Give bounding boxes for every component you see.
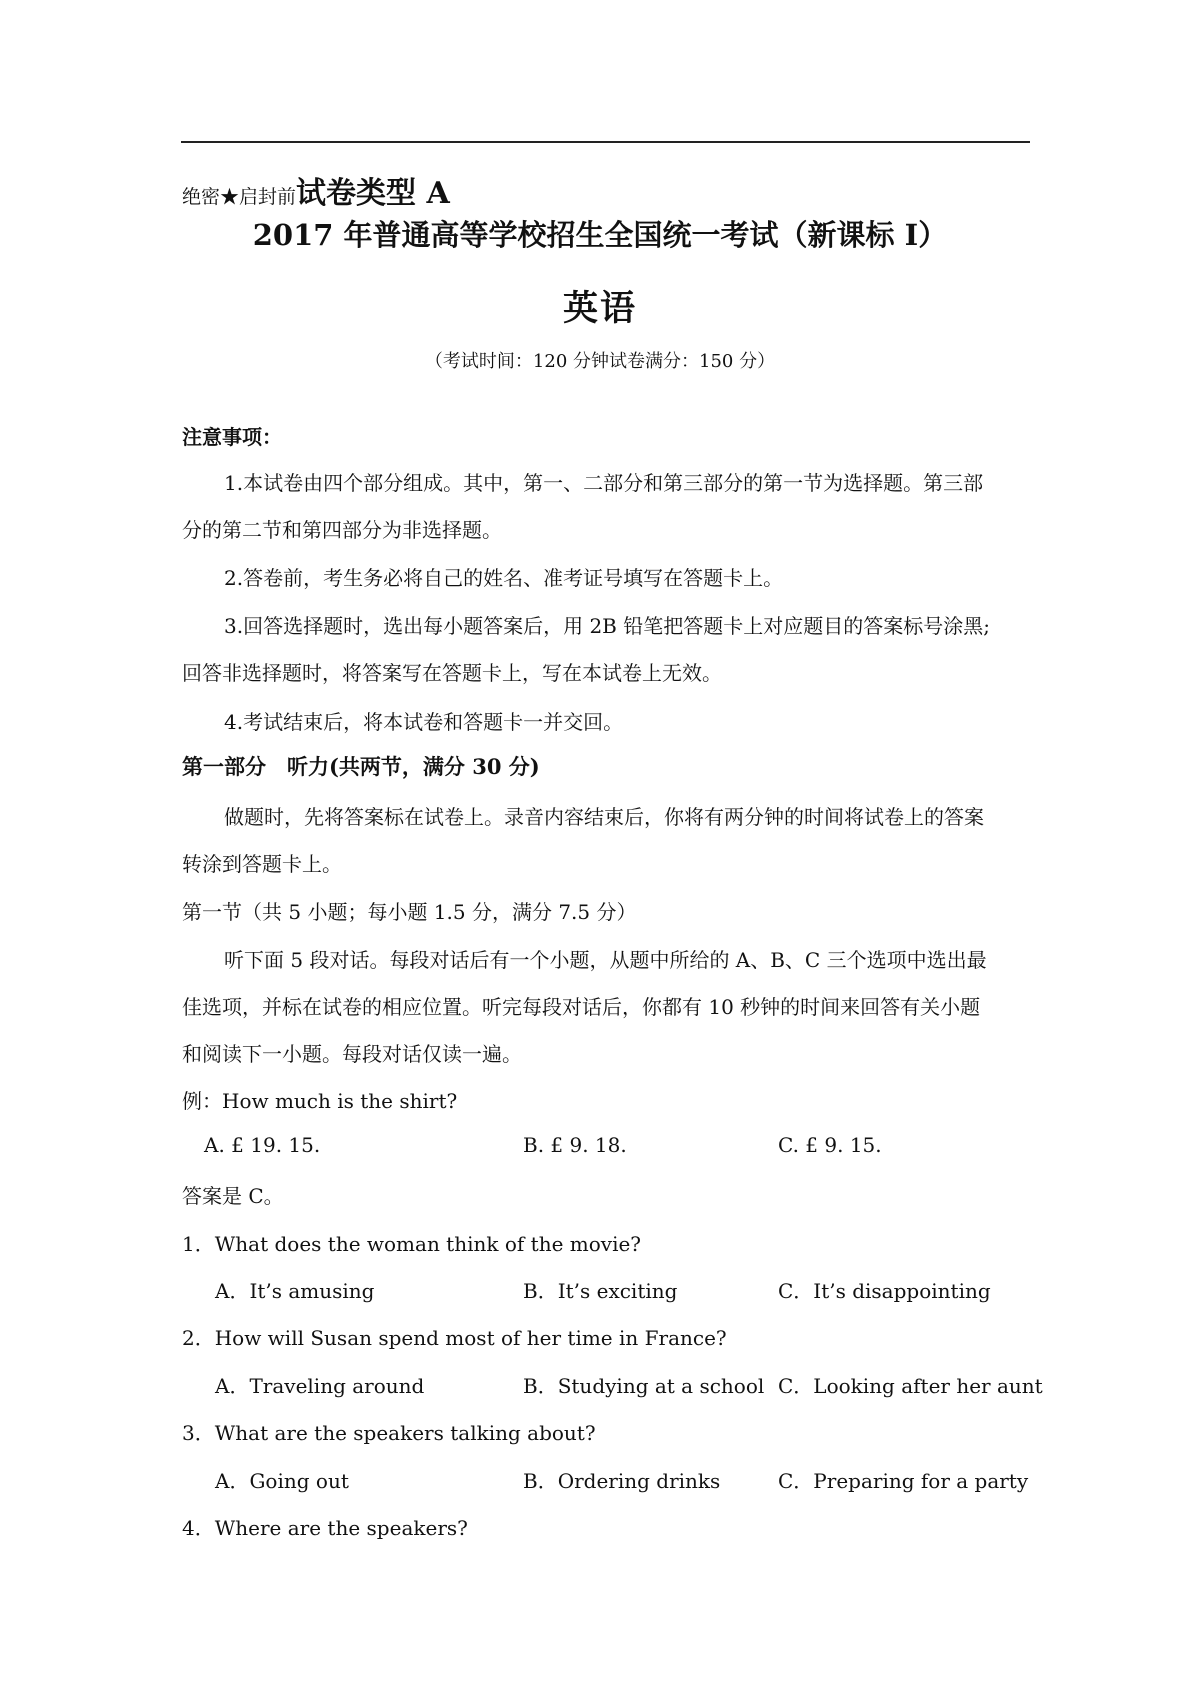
notes-line: 分的第二节和第四部分为非选择题。	[182, 518, 502, 542]
top-rule	[181, 141, 1030, 143]
notes-heading: 注意事项：	[182, 425, 282, 449]
option-a: A．Going out	[215, 1469, 349, 1493]
notes-line: 3.回答选择题时，选出每小题答案后，用 2B 铅笔把答题卡上对应题目的答案标号涂黑;	[224, 614, 990, 638]
section1-instruction: 听下面 5 段对话。每段对话后有一个小题，从题中所给的 A、B、C 三个选项中选出最	[224, 948, 987, 972]
option-c: C．Preparing for a party	[778, 1469, 1029, 1493]
section1-instruction: 和阅读下一小题。每段对话仅读一遍。	[182, 1042, 522, 1066]
notes-line: 1.本试卷由四个部分组成。其中，第一、二部分和第三部分的第一节为选择题。第三部	[224, 471, 984, 495]
subject-title: 英语	[562, 288, 637, 329]
option-a: A. £ 19. 15.	[204, 1133, 321, 1157]
question-3: 3．What are the speakers talking about?	[182, 1421, 596, 1445]
option-a: A．It’s amusing	[215, 1279, 375, 1303]
option-c: C．It’s disappointing	[778, 1279, 991, 1303]
option-c: C．Looking after her aunt	[778, 1374, 1043, 1398]
paper-type: 试卷类型 A	[296, 176, 450, 211]
part1-instruction: 做题时，先将答案标在试卷上。录音内容结束后，你将有两分钟的时间将试卷上的答案	[224, 805, 984, 829]
section1-heading: 第一节（共 5 小题；每小题 1.5 分，满分 7.5 分）	[182, 900, 637, 924]
exam-time-info: （考试时间：120 分钟试卷满分：150 分）	[424, 351, 776, 372]
classification-label: 绝密★启封前	[182, 186, 297, 208]
header-line	[182, 168, 450, 212]
exam-title: 2017 年普通高等学校招生全国统一考试（新课标 I）	[252, 218, 948, 252]
option-b: B. £ 9. 18.	[523, 1133, 627, 1157]
notes-line: 回答非选择题时，将答案写在答题卡上，写在本试卷上无效。	[182, 661, 722, 685]
option-b: B．Ordering drinks	[523, 1469, 721, 1493]
question-1: 1．What does the woman think of the movie?	[182, 1232, 642, 1256]
option-a: A．Traveling around	[215, 1374, 425, 1398]
example-question: 例：How much is the shirt?	[182, 1089, 458, 1113]
question-2: 2．How will Susan spend most of her time in France?	[182, 1326, 727, 1350]
notes-line: 2.答卷前，考生务必将自己的姓名、准考证号填写在答题卡上。	[224, 566, 784, 590]
option-b: B．Studying at a school	[523, 1374, 765, 1398]
option-b: B．It’s exciting	[523, 1279, 678, 1303]
notes-line: 4.考试结束后，将本试卷和答题卡一并交回。	[224, 710, 624, 734]
question-4: 4．Where are the speakers?	[182, 1516, 468, 1540]
part1-heading: 第一部分 听力(共两节，满分 30 分)	[182, 754, 540, 779]
example-answer: 答案是 C。	[182, 1184, 284, 1208]
section1-instruction: 佳选项，并标在试卷的相应位置。听完每段对话后，你都有 10 秒钟的时间来回答有关小题	[182, 995, 981, 1019]
part1-instruction: 转涂到答题卡上。	[182, 852, 342, 876]
option-c: C. £ 9. 15.	[778, 1133, 882, 1157]
